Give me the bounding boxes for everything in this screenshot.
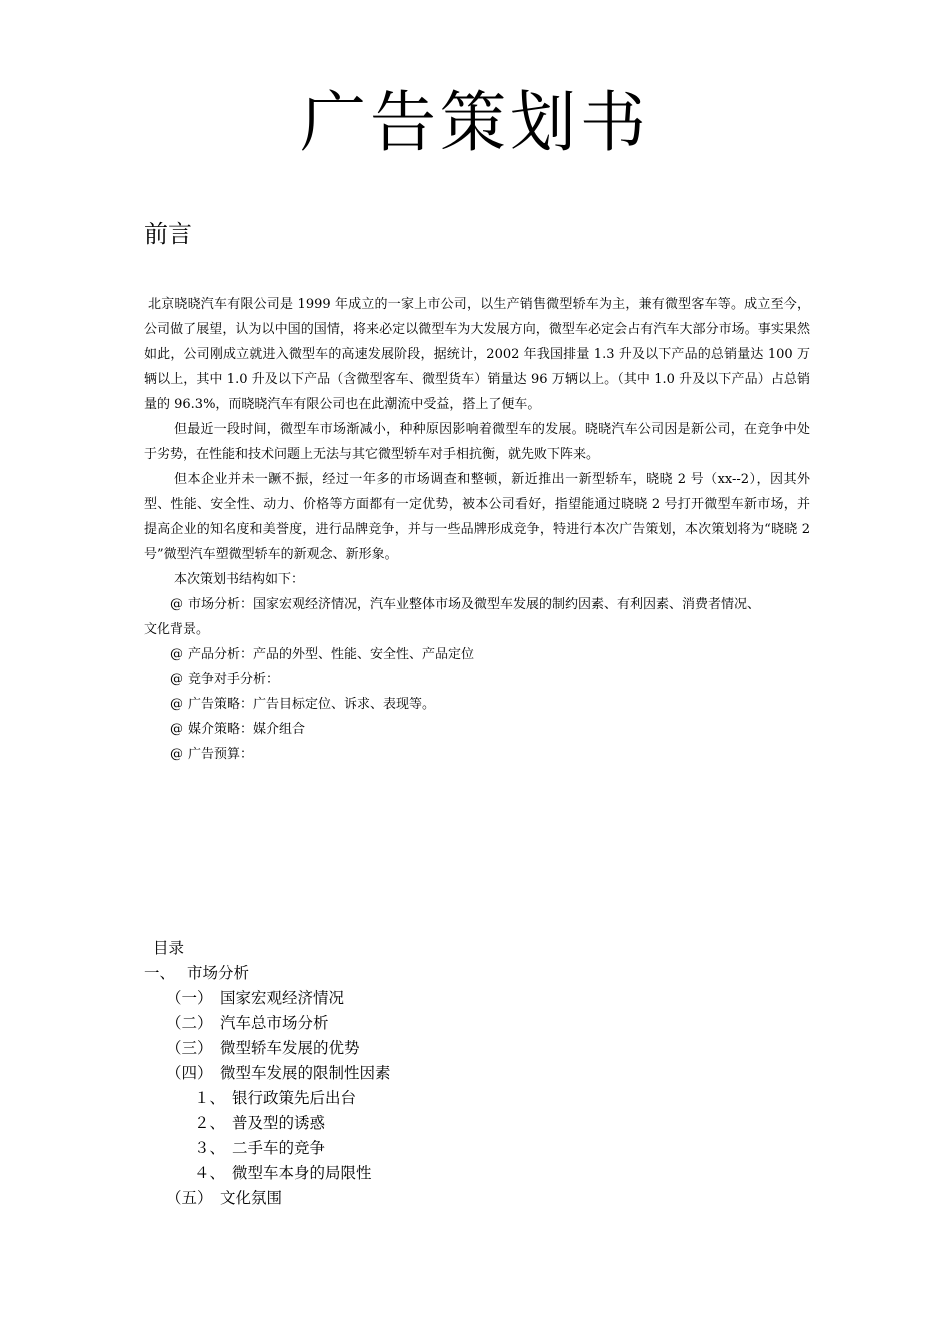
table-of-contents bbox=[144, 936, 744, 1211]
list-item bbox=[144, 592, 810, 642]
at-bullet: @ bbox=[170, 672, 183, 687]
toc-item bbox=[144, 1111, 744, 1136]
paragraph-structure-intro: 本次策划书结构如下： bbox=[174, 572, 305, 587]
toc-item-number: （一） bbox=[166, 989, 213, 1007]
list-item bbox=[144, 642, 810, 667]
list-item bbox=[144, 717, 810, 742]
toc-item bbox=[144, 961, 744, 986]
toc-item bbox=[144, 1036, 744, 1061]
paragraph-company-intro: 北京晓晓汽车有限公司是 1999 年成立的一家上市公司，以生产销售微型轿车为主，兼有微型客车等。成立至今，公司做了展望，认为以中国的国情，将来必定以微型车为大发展方向，微型车必定会占有汽车大部分市场。事实果然如此，公司刚成立就进入微型车的高速发展阶段，据统计，2002 年我国排量 1.3 升及以下产品的总销量达 100 万辆以上，其中 1.0 升及以下产品（含微型客车、微型货车）销量达 96 万辆以上。（其中 1.0 升及以下产品）占总销量的 96.3%，而晓晓汽车有限公司也在此潮流中受益，搭上了便车。 bbox=[144, 297, 810, 412]
paragraph-market-decline: 但最近一段时间，微型车市场渐减小，种种原因影响着微型车的发展。晓晓汽车公司因是新公司，在竞争中处于劣势，在性能和技术问题上无法与其它微型轿车对手相抗衡，就先败下阵来。 bbox=[144, 422, 810, 462]
toc-item-number: ４、 bbox=[194, 1164, 226, 1182]
toc-item-label: 普及型的诱惑 bbox=[232, 1114, 326, 1132]
list-item bbox=[144, 742, 810, 767]
toc-item-label: 文化氛围 bbox=[220, 1189, 283, 1207]
list-item-text: 竞争对手分析： bbox=[188, 672, 280, 687]
toc-item-label: 微型车发展的限制性因素 bbox=[220, 1064, 391, 1082]
list-item-text: 媒介策略：媒介组合 bbox=[188, 722, 306, 737]
toc-item bbox=[144, 1086, 744, 1111]
toc-item-number: （四） bbox=[166, 1064, 213, 1082]
toc-item-label: 市场分析 bbox=[187, 964, 250, 982]
foreword-body bbox=[144, 292, 810, 767]
toc-item-number: （二） bbox=[166, 1014, 213, 1032]
toc-item bbox=[144, 1161, 744, 1186]
toc-item-number: （三） bbox=[166, 1039, 213, 1057]
toc-item bbox=[144, 1061, 744, 1086]
toc-item-label: 微型车本身的局限性 bbox=[232, 1164, 372, 1182]
toc-item bbox=[144, 1136, 744, 1161]
toc-item bbox=[144, 1186, 744, 1211]
toc-heading: 目录 bbox=[153, 939, 185, 957]
toc-item-number: 一、 bbox=[144, 964, 176, 982]
at-bullet: @ bbox=[170, 722, 183, 737]
toc-item-label: 汽车总市场分析 bbox=[220, 1014, 329, 1032]
toc-item-number: １、 bbox=[194, 1089, 226, 1107]
at-bullet: @ bbox=[170, 597, 183, 612]
toc-item-label: 微型轿车发展的优势 bbox=[220, 1039, 360, 1057]
list-item-text: 广告预算： bbox=[188, 747, 254, 762]
list-item-text: 市场分析：国家宏观经济情况，汽车业整体市场及微型车发展的制约因素、有利因素、消费者情况、 bbox=[188, 597, 761, 612]
list-item bbox=[144, 692, 810, 717]
structure-list bbox=[144, 592, 810, 767]
foreword-heading: 前言 bbox=[144, 220, 192, 248]
at-bullet: @ bbox=[170, 697, 183, 712]
toc-item-number: ２、 bbox=[194, 1114, 226, 1132]
list-item bbox=[144, 667, 810, 692]
list-item-text-continued: 文化背景。 bbox=[144, 622, 210, 637]
document-title: 广告策划书 bbox=[300, 84, 650, 161]
toc-item-number: ３、 bbox=[194, 1139, 226, 1157]
toc-item bbox=[144, 986, 744, 1011]
toc-item bbox=[144, 1011, 744, 1036]
at-bullet: @ bbox=[170, 647, 183, 662]
at-bullet: @ bbox=[170, 747, 183, 762]
list-item-text: 产品分析：产品的外型、性能、安全性、产品定位 bbox=[188, 647, 475, 662]
toc-item-number: （五） bbox=[166, 1189, 213, 1207]
paragraph-new-model: 但本企业并未一蹶不振，经过一年多的市场调查和整顿，新近推出一新型轿车，晓晓 2 号（xx--2），因其外型、性能、安全性、动力、价格等方面都有一定优势，被本公司看好，指望能通过晓晓 2 号打开微型车新市场，并提高企业的知名度和美誉度，进行品牌竞争，并与一些品牌形成竞争，特进行本次广告策划，本次策划将为“晓晓 2 号”微型汽车塑微型轿车的新观念、新形象。 bbox=[144, 472, 810, 562]
list-item-text: 广告策略：广告目标定位、诉求、表现等。 bbox=[188, 697, 436, 712]
toc-item-label: 二手车的竞争 bbox=[232, 1139, 326, 1157]
toc-item-label: 银行政策先后出台 bbox=[232, 1089, 357, 1107]
toc-item-label: 国家宏观经济情况 bbox=[220, 989, 345, 1007]
